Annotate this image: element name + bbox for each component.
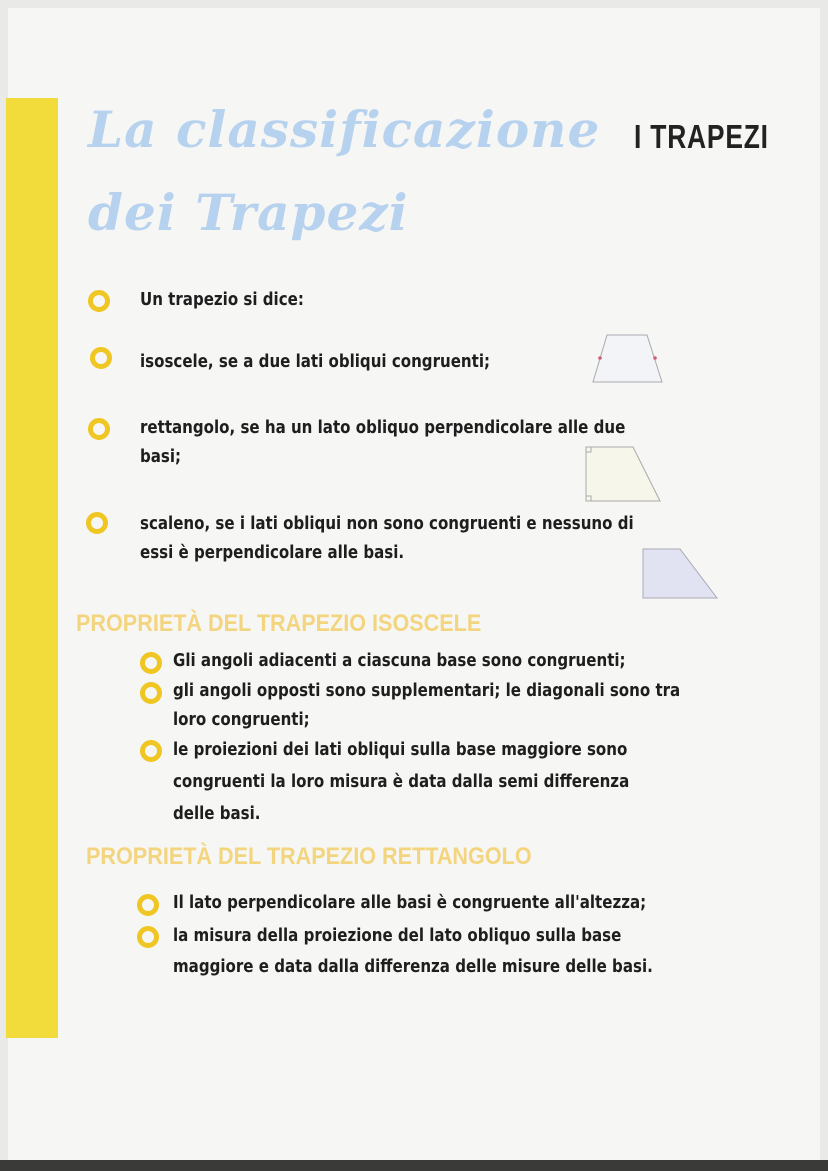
classification-intro: Un trapezio si dice: (140, 290, 304, 310)
rettangolo-heading: PROPRIETÀ DEL TRAPEZIO RETTANGOLO (86, 843, 532, 870)
yellow-margin-stripe (6, 98, 58, 1038)
isoscele-item-1: Gli angoli adiacenti a ciascuna base sono congruenti; (173, 651, 626, 671)
bullet-icon (140, 652, 162, 674)
scalene-trapezoid-icon (640, 546, 720, 601)
classification-scaleno-line2: essi è perpendicolare alle basi. (140, 543, 405, 563)
classification-isoscele: isoscele, se a due lati obliqui congruenti; (140, 352, 491, 372)
bullet-icon (140, 682, 162, 704)
classification-rettangolo-line1: rettangolo, se ha un lato obliquo perpendicolare alle due (140, 418, 626, 438)
isoscele-heading: PROPRIETÀ DEL TRAPEZIO ISOSCELE (76, 610, 482, 637)
bullet-icon (90, 347, 112, 369)
bullet-icon (88, 290, 110, 312)
right-trapezoid-icon (583, 444, 663, 504)
isoscele-item-2-line2: loro congruenti; (173, 710, 310, 730)
classification-rettangolo-line2: basi; (140, 447, 182, 467)
isoscele-item-3-line1: le proiezioni dei lati obliqui sulla base maggiore sono (173, 740, 628, 760)
bullet-icon (88, 418, 110, 440)
page-edge-shadow (0, 1160, 828, 1171)
rettangolo-item-2-line2: maggiore e data dalla differenza delle misure delle basi. (173, 957, 653, 977)
rettangolo-item-2-line1: la misura della proiezione del lato obliquo sulla base (173, 926, 622, 946)
page-title-line2: dei Trapezi (88, 183, 409, 242)
topic-label: I TRAPEZI (634, 118, 769, 155)
page-title-line1: La classificazione (88, 100, 601, 159)
rettangolo-item-1: Il lato perpendicolare alle basi è congruente all'altezza; (173, 893, 647, 913)
bullet-icon (137, 894, 159, 916)
isoscele-item-3-line2: congruenti la loro misura è data dalla semi differenza (173, 772, 630, 792)
isoscele-item-2-line1: gli angoli opposti sono supplementari; le diagonali sono tra (173, 681, 681, 701)
isosceles-trapezoid-icon (590, 330, 665, 385)
bullet-icon (86, 512, 108, 534)
isoscele-item-3-line3: delle basi. (173, 804, 261, 824)
bullet-icon (140, 740, 162, 762)
bullet-icon (137, 926, 159, 948)
classification-scaleno-line1: scaleno, se i lati obliqui non sono congruenti e nessuno di (140, 514, 634, 534)
